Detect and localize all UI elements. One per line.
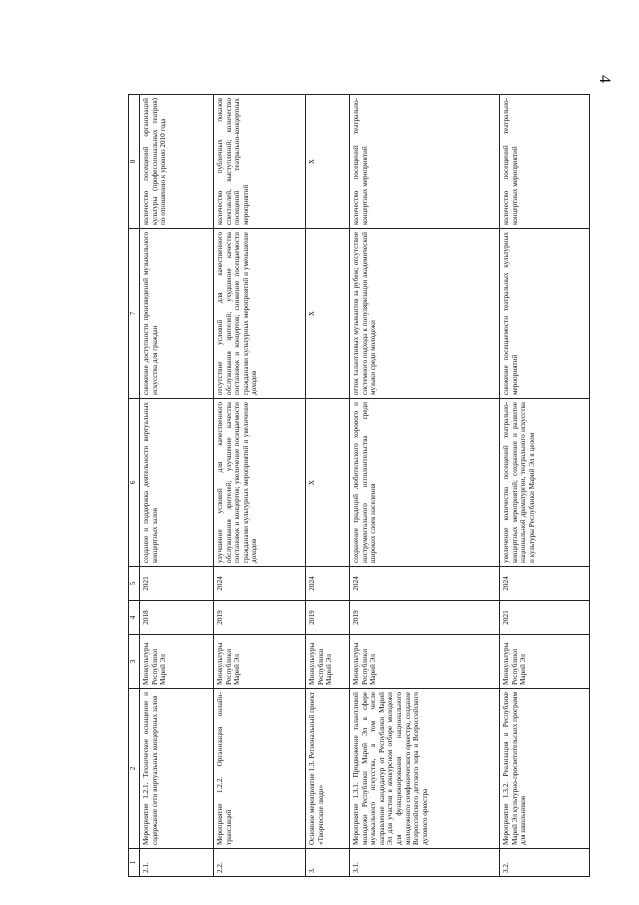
header-row — [129, 95, 140, 877]
header-cell: 1 — [129, 849, 140, 877]
measure-name: Основное мероприятие 1.3. Региональный проект «Творческие люди» — [306, 689, 350, 849]
row-number: 3.1. — [350, 849, 500, 877]
rotated-table-container — [128, 95, 627, 877]
table-row — [306, 95, 350, 877]
expected-result: увеличение количества посещений театрально-концертных мероприятий; сохранение и развитие национальной драматургии, театрального искусства и культуры Республики Марий Эл в целом — [500, 399, 590, 567]
start-year: 2019 — [214, 601, 306, 635]
indicators: количество посещений организаций культуры (профессиональных театров) по отношению к уровню 2010 года — [140, 95, 214, 229]
risks: отсутствие условий для качественного обслуживания зрителей; ухудшение качества постановок и концертов; снижение посещаемости гражданами культурных мероприятий и уменьшение доходов — [214, 229, 306, 399]
indicators: количество посещений театрально-концертных мероприятий — [350, 95, 500, 229]
measure-name: Мероприятие 1.2.1. Техническое оснащение и содержание сети виртуальных концертных залов — [140, 689, 214, 849]
row-number: 3. — [306, 849, 350, 877]
start-year: 2019 — [306, 601, 350, 635]
header-cell: 2 — [129, 689, 140, 849]
start-year: 2018 — [140, 601, 214, 635]
header-cell: 8 — [129, 95, 140, 229]
end-year: 2024 — [350, 567, 500, 601]
page-number: 4 — [596, 75, 613, 83]
risks: Х — [306, 229, 350, 399]
row-number: 2.2. — [214, 849, 306, 877]
expected-result: создание и поддержка деятельности виртуальных концертных залов — [140, 399, 214, 567]
expected-result: сохранение традиций любительского хорового и инструментального исполнительства среди широких слоев населения — [350, 399, 500, 567]
risks: снижение доступности произведений музыкального искусства для граждан — [140, 229, 214, 399]
executor: Минкультуры Республики Марий Эл — [350, 635, 500, 689]
start-year: 2021 — [500, 601, 590, 635]
row-number: 3.2. — [500, 849, 590, 877]
row-number: 2.1. — [140, 849, 214, 877]
header-cell: 6 — [129, 399, 140, 567]
header-cell: 3 — [129, 635, 140, 689]
indicators: количество посещений театрально-концертных мероприятий — [500, 95, 590, 229]
expected-result: Х — [306, 399, 350, 567]
risks: снижение посещаемости театральных культурных мероприятий — [500, 229, 590, 399]
measures-table — [128, 94, 590, 877]
executor: Минкультуры Республики Марий Эл — [140, 635, 214, 689]
end-year: 2024 — [500, 567, 590, 601]
table-row — [350, 95, 500, 877]
risks: отток талантливых музыкантов за рубеж; отсутствие системного подхода к популяризации академической музыки среди молодежи — [350, 229, 500, 399]
executor: Минкультуры Республики Марий Эл — [306, 635, 350, 689]
table-row — [500, 95, 590, 877]
indicators: количество публичных показов спектаклей, выступлений; количество посещений театрально-концертных мероприятий — [214, 95, 306, 229]
measure-name: Мероприятие 1.2.2. Организация онлайн-трансляций — [214, 689, 306, 849]
table-row — [140, 95, 214, 877]
measure-name: Мероприятие 1.3.1. Продвижение талантливой молодежи Республики Марий Эл в сфере музыкального искусства, в том числе направление кандидатур от Республики Марий Эл для участия в конкурсном отборе молодежи для функционирования национального молодежного симфонического оркестра, создание Всероссийского детского хора и Всероссийского духового оркестра — [350, 689, 500, 849]
table-row — [214, 95, 306, 877]
executor: Минкультуры Республики Марий Эл — [500, 635, 590, 689]
header-cell: 4 — [129, 601, 140, 635]
end-year: 2024 — [214, 567, 306, 601]
indicators: Х — [306, 95, 350, 229]
executor: Минкультуры Республики Марий Эл — [214, 635, 306, 689]
expected-result: улучшение условий для качественного обслуживания зрителей; улучшение качества постановок и концертов; увеличение посещаемости гражданами культурных мероприятий и увеличение доходов — [214, 399, 306, 567]
start-year: 2019 — [350, 601, 500, 635]
header-cell: 7 — [129, 229, 140, 399]
measure-name: Мероприятие 1.3.2. Реализация в Республике Марий Эл культурно-просветительских программ для школьников — [500, 689, 590, 849]
end-year: 2021 — [140, 567, 214, 601]
header-cell: 5 — [129, 567, 140, 601]
end-year: 2024 — [306, 567, 350, 601]
